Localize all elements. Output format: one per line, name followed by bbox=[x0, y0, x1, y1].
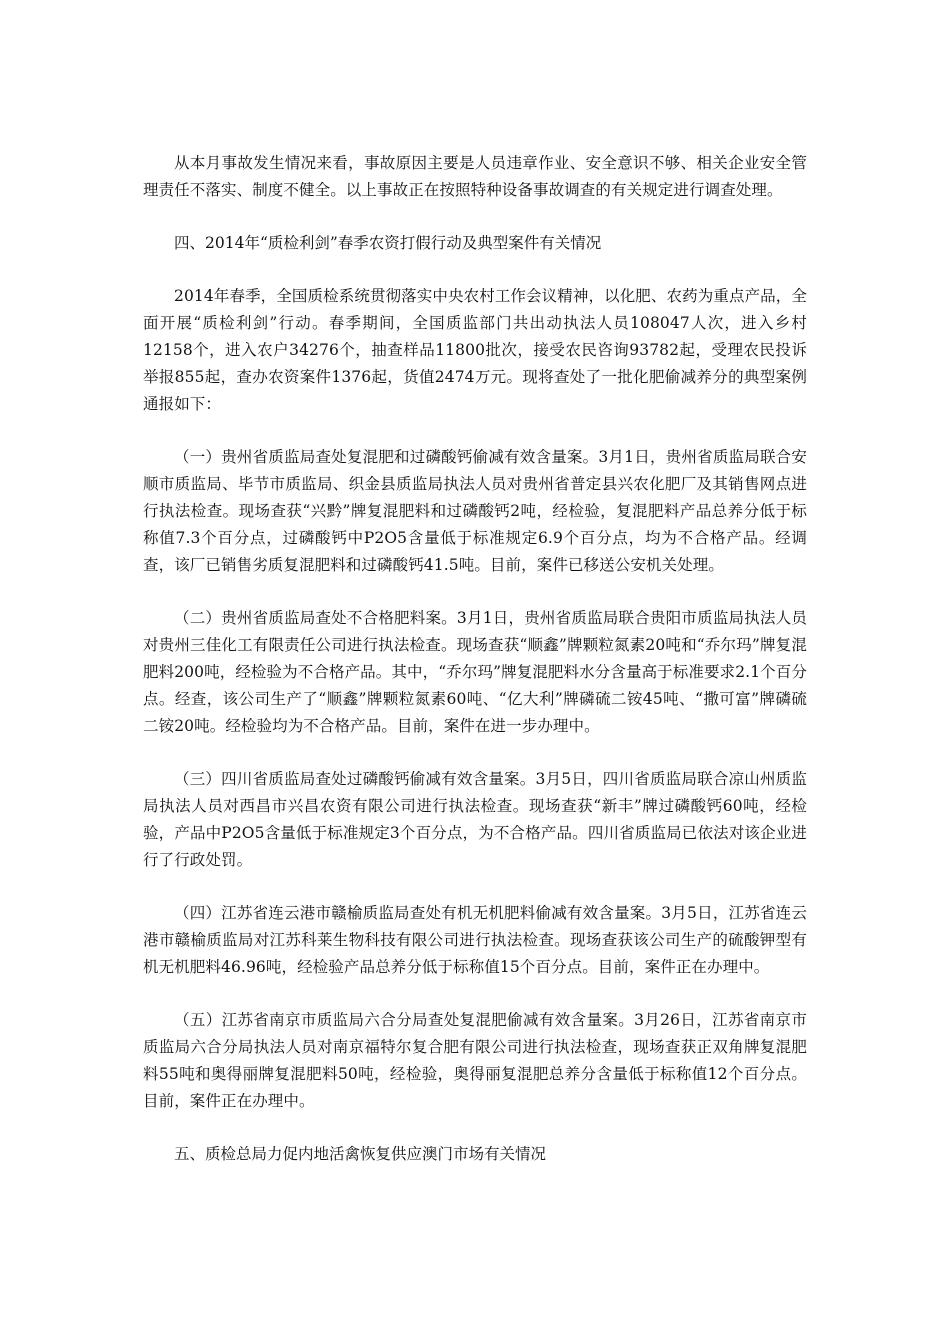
section-heading-4: 四、2014年“质检利剑”春季农资打假行动及典型案件有关情况 bbox=[174, 234, 602, 252]
paragraph-case-3: （三）四川省质监局查处过磷酸钙偷减有效含量案。3月5日，四川省质监局联合凉山州质监局执法人员对西昌市兴昌农资有限公司进行执法检查。现场查获“新丰”牌过磷酸钙60吨，经检验，产品中P2O5含量低于标准规定3个百分点，为不合格产品。四川省质监局已依法对该企业进行了行政处罚。 bbox=[143, 770, 807, 869]
document-page bbox=[143, 150, 807, 1194]
paragraph-case-1: （一）贵州省质监局查处复混肥和过磷酸钙偷减有效含量案。3月1日，贵州省质监局联合安顺市质监局、毕节市质监局、织金县质监局执法人员对贵州省普定县兴农化肥厂及其销售网点进行执法检查。现场查获“兴黔”牌复混肥料和过磷酸钙2吨，经检验，复混肥料产品总养分低于标称值7.3个百分点，过磷酸钙中P2O5含量低于标准规定6.9个百分点，均为不合格产品。经调查，该厂已销售劣质复混肥料和过磷酸钙41.5吨。目前，案件已移送公安机关处理。 bbox=[143, 448, 807, 574]
paragraph-case-4: （四）江苏省连云港市赣榆质监局查处有机无机肥料偷减有效含量案。3月5日，江苏省连云港市赣榆质监局对江苏科莱生物科技有限公司进行执法检查。现场查获该公司生产的硫酸钾型有机无机肥料46.96吨，经检验产品总养分低于标称值15个百分点。目前，案件正在办理中。 bbox=[143, 904, 807, 976]
paragraph-spring-campaign-summary: 2014年春季，全国质检系统贯彻落实中央农村工作会议精神，以化肥、农药为重点产品，全面开展“质检利剑”行动。春季期间，全国质监部门共出动执法人员108047人次，进入乡村12158个，进入农户34276个，抽查样品11800批次，接受农民咨询93782起，受理农民投诉举报855起，查办农资案件1376起，货值2474万元。现将查处了一批化肥偷减养分的典型案例通报如下： bbox=[143, 287, 807, 413]
paragraph-accident-causes: 从本月事故发生情况来看，事故原因主要是人员违章作业、安全意识不够、相关企业安全管理责任不落实、制度不健全。以上事故正在按照特种设备事故调查的有关规定进行调查处理。 bbox=[143, 154, 807, 199]
paragraph-case-5: （五）江苏省南京市质监局六合分局查处复混肥偷减有效含量案。3月26日，江苏省南京市质监局六合分局执法人员对南京福特尔复合肥有限公司进行执法检查，现场查获正双角牌复混肥料55吨和奥得丽牌复混肥料50吨，经检验，奥得丽复混肥总养分含量低于标称值12个百分点。目前，案件正在办理中。 bbox=[143, 1011, 807, 1110]
section-heading-5: 五、质检总局力促内地活禽恢复供应澳门市场有关情况 bbox=[174, 1145, 547, 1163]
paragraph-case-2: （二）贵州省质监局查处不合格肥料案。3月1日，贵州省质监局联合贵阳市质监局执法人员对贵州三佳化工有限责任公司进行执法检查。现场查获“顺鑫”牌颗粒氮素20吨和“乔尔玛”牌复混肥料200吨，经检验为不合格产品。其中，“乔尔玛”牌复混肥料水分含量高于标准要求2.1个百分点。经查，该公司生产了“顺鑫”牌颗粒氮素60吨、“亿大利”牌磷硫二铵45吨、“撒可富”牌磷硫二铵20吨。经检验均为不合格产品。目前，案件在进一步办理中。 bbox=[143, 609, 807, 735]
